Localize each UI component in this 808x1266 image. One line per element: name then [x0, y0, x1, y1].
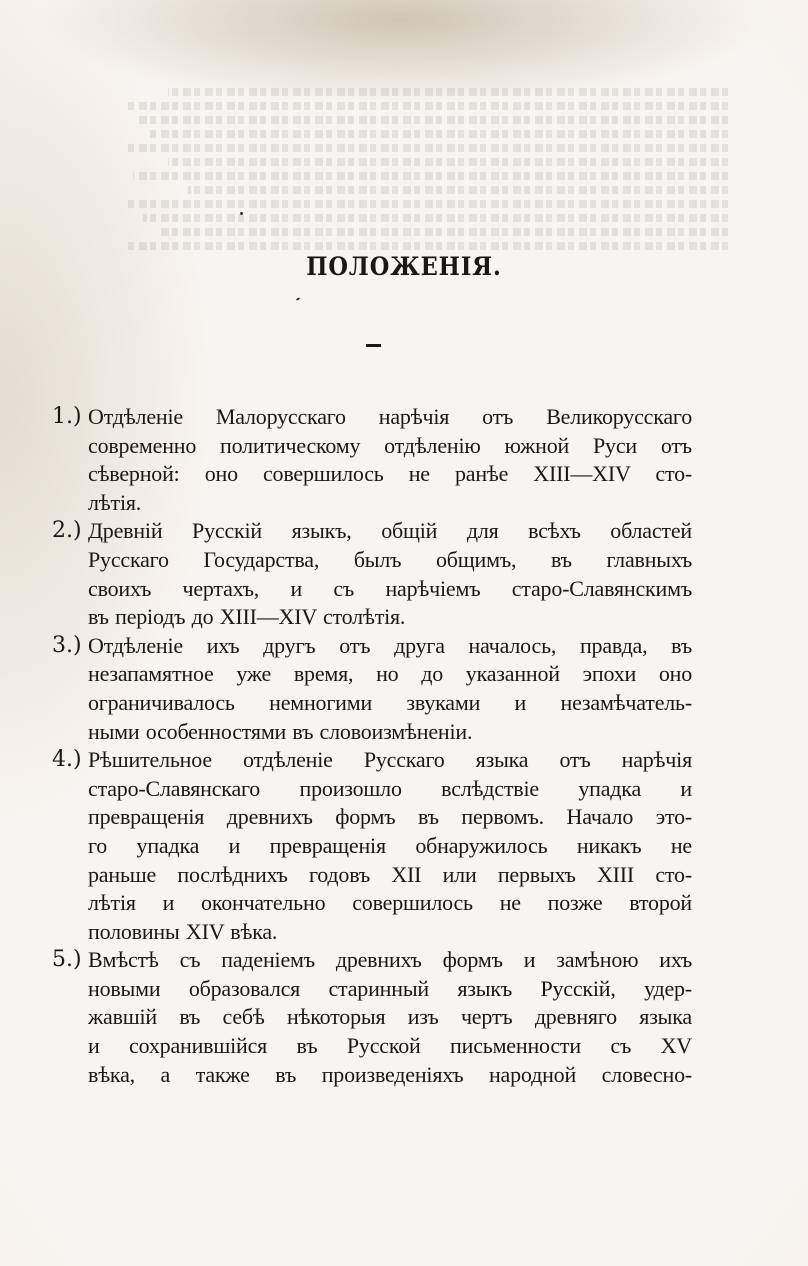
text-line: своихъ чертахъ, и съ нарѣчіемъ старо-Славянскимъ [88, 575, 692, 601]
text-line: сѣверной: оно совершилось не ранѣе XIII—XIV сто- [88, 461, 692, 487]
text-line: и сохранившійся въ Русской письменности съ XV [88, 1033, 692, 1059]
theses-list [52, 403, 692, 1089]
thesis-item [52, 403, 692, 517]
thesis-number: 1.) [52, 404, 82, 429]
text-line: ными особенностями въ словоизмѣненіи. [88, 718, 473, 744]
thesis-number: 5.) [52, 947, 82, 973]
page-title: ПОЛОЖЕНІЯ. [306, 252, 502, 281]
text-line: Вмѣстѣ съ паденіемъ древнихъ формъ и замѣною ихъ [88, 947, 692, 973]
thesis-item [52, 746, 692, 946]
thesis-item [52, 946, 692, 1089]
text-line: въ періодъ до XIII—XIV столѣтія. [88, 604, 406, 630]
thesis-number: 2.) [52, 518, 82, 544]
text-line: Древній Русскій языкъ, общій для всѣхъ областей [88, 518, 692, 544]
thesis-item [52, 517, 692, 631]
text-line: Русскаго Государства, былъ общимъ, въ главныхъ [88, 546, 692, 572]
text-line: вѣка, а также въ произведеніяхъ народной словесно- [88, 1061, 692, 1087]
text-line: раньше послѣднихъ годовъ XII или первыхъ XIII сто- [88, 861, 692, 887]
thesis-number: 3.) [52, 632, 82, 658]
text-line: жавшій въ себѣ нѣкоторыя изъ чертъ древняго языка [88, 1004, 692, 1030]
text-line: лѣтія и окончательно совершилось не позже второй [88, 890, 692, 916]
thesis-text [88, 517, 692, 631]
text-line: ограничивалось немногими звуками и незамѣчатель- [88, 689, 692, 715]
text-line: новыми образовался старинный языкъ Русскій, удер- [88, 975, 692, 1001]
text-line: Отдѣленіе ихъ другъ отъ друга началось, правда, въ [88, 632, 692, 658]
thesis-text [88, 746, 692, 946]
text-line: старо-Славянскаго произошло вслѣдствіе упадка и [88, 775, 692, 801]
text-line: лѣтія. [88, 489, 142, 515]
text-line: Отдѣленіе Малорусскаго нарѣчія отъ Великорусскаго [88, 404, 692, 429]
paper-speck [240, 212, 243, 215]
text-line: половины XIV вѣка. [88, 918, 278, 944]
thesis-number: 4.) [52, 747, 82, 773]
title-divider [366, 344, 381, 347]
thesis-item [52, 632, 692, 746]
text-line: незапамятное уже время, но до указанной эпохи оно [88, 661, 692, 687]
text-line: превращенія древнихъ формъ въ первомъ. Начало это- [88, 804, 692, 830]
thesis-text [88, 632, 692, 746]
text-line: Рѣшительное отдѣленіе Русскаго языка отъ нарѣчія [88, 747, 692, 773]
text-line: го упадка и превращенія обнаружилось никакъ не [88, 832, 692, 858]
thesis-text [88, 403, 692, 517]
thesis-text [88, 946, 692, 1089]
text-line: современно политическому отдѣленію южной Руси отъ [88, 432, 692, 458]
